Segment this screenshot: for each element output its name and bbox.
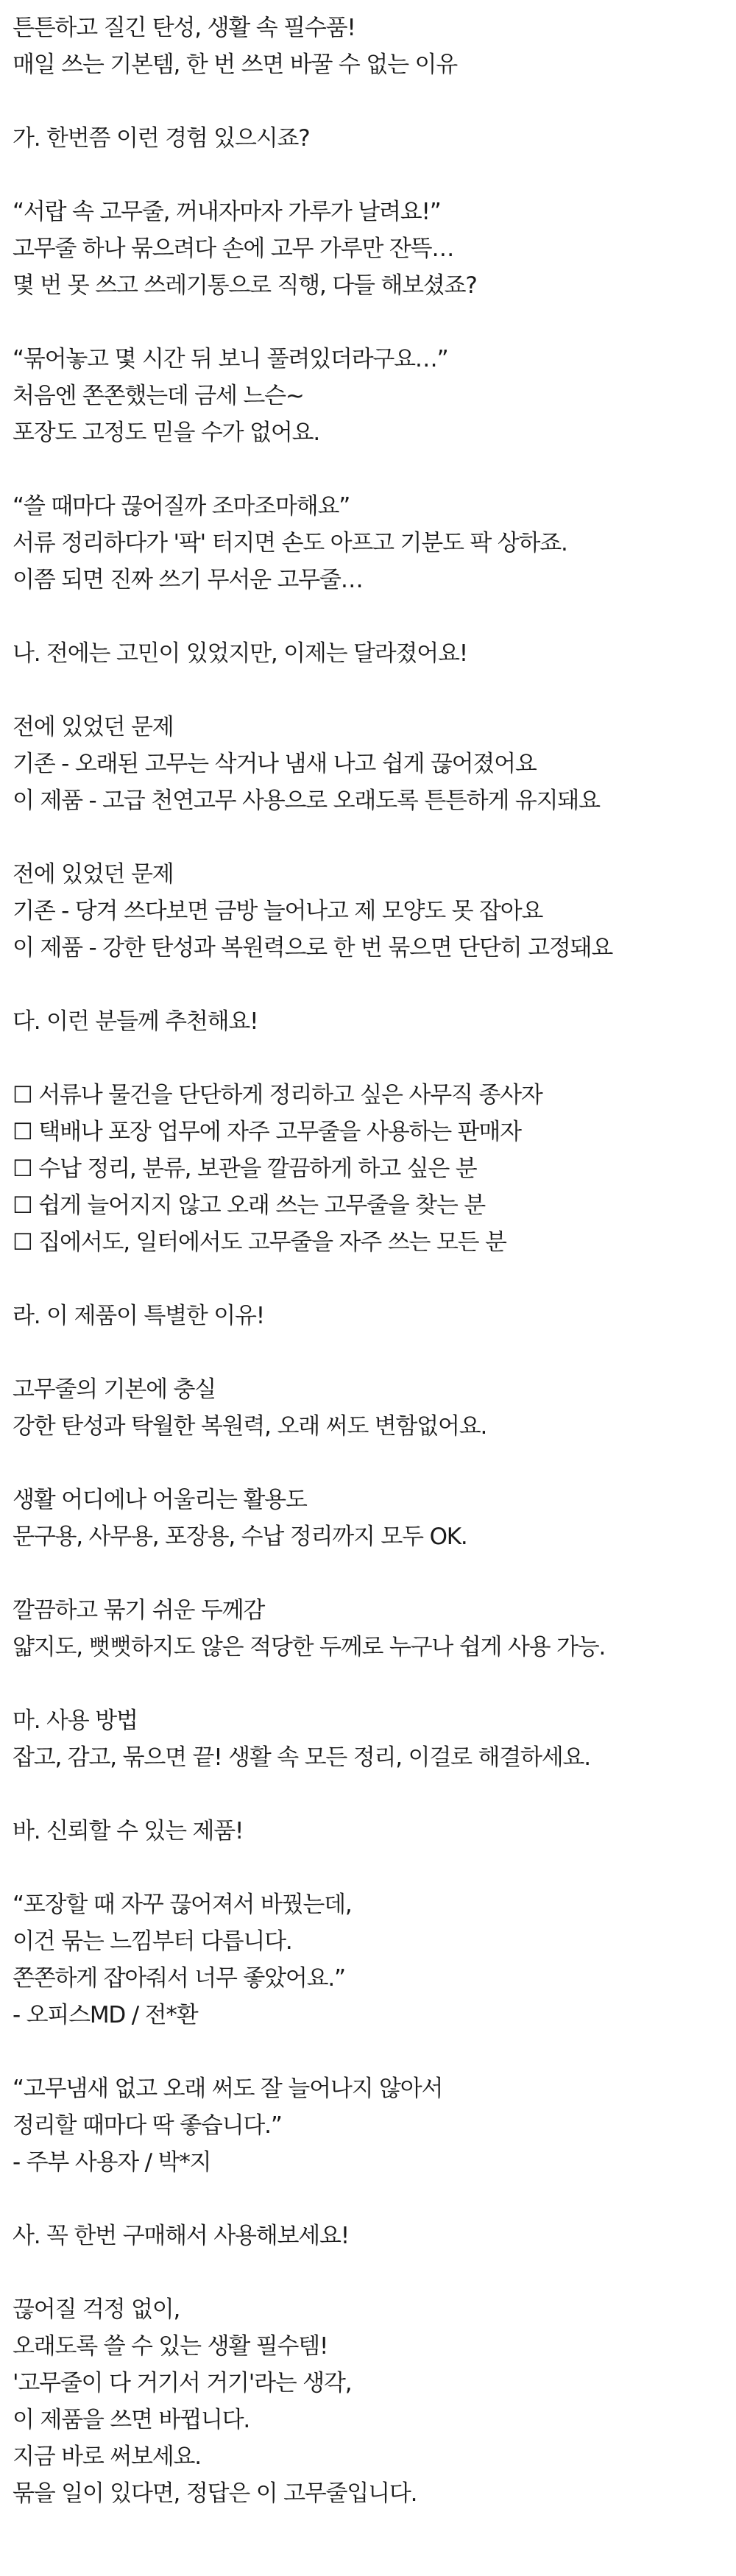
text-line: ☐ 집에서도, 일터에서도 고무줄을 자주 쓰는 모든 분 — [13, 1229, 506, 1256]
text-line: 전에 있었던 문제 — [13, 861, 174, 888]
blank-line — [13, 1334, 736, 1371]
blank-line — [13, 819, 736, 856]
text-line: 이건 묶는 느낌부터 다릅니다. — [13, 1928, 292, 1955]
text-line: 가. 한번쯤 이런 경험 있으시죠? — [13, 125, 310, 152]
blank-line — [13, 1261, 736, 1298]
text-line: 강한 탄성과 탁월한 복원력, 오래 써도 변함없어요. — [13, 1413, 487, 1440]
text-line: 끊어질 걱정 없이, — [13, 2296, 180, 2323]
text-line: 얇지도, 뻣뻣하지도 않은 적당한 두께로 누구나 쉽게 사용 가능. — [13, 1634, 606, 1660]
text-line: ☐ 택배나 포장 업무에 자주 고무줄을 사용하는 판매자 — [13, 1119, 521, 1145]
text-line: 기존 - 오래된 고무는 삭거나 냄새 나고 쉽게 끊어졌어요 — [13, 751, 537, 777]
text-line: - 오피스MD / 전*환 — [13, 2002, 198, 2028]
blank-line — [13, 1666, 736, 1702]
blank-line — [13, 598, 736, 635]
blank-line — [13, 966, 736, 1003]
text-line: 고무줄 하나 묶으려다 손에 고무 가루만 잔뜩… — [13, 236, 454, 262]
text-line: ☐ 수납 정리, 분류, 보관을 깔끔하게 하고 싶은 분 — [13, 1156, 477, 1182]
blank-line — [13, 157, 736, 194]
text-line: “묶어놓고 몇 시간 뒤 보니 풀려있더라구요…” — [13, 346, 448, 372]
text-line: 깔끔하고 묶기 쉬운 두께감 — [13, 1597, 265, 1624]
text-line: 다. 이런 분들께 추천해요! — [13, 1008, 258, 1035]
blank-line — [13, 451, 736, 488]
text-line: 이쯤 되면 진짜 쓰기 무서운 고무줄… — [13, 567, 363, 593]
blank-line — [13, 83, 736, 120]
text-line: 이 제품을 쓰면 바뀝니다. — [13, 2407, 250, 2433]
blank-line — [13, 2181, 736, 2218]
text-line: 기존 - 당겨 쓰다보면 금방 늘어나고 제 모양도 못 잡아요 — [13, 898, 543, 924]
blank-line — [13, 2034, 736, 2070]
text-line: “쓸 때마다 끊어질까 조마조마해요” — [13, 493, 350, 520]
text-line: 고무줄의 기본에 충실 — [13, 1376, 216, 1403]
blank-line — [13, 1850, 736, 1886]
blank-line — [13, 304, 736, 341]
text-line: 사. 꼭 한번 구매해서 사용해보세요! — [13, 2223, 349, 2249]
text-line: '고무줄이 다 거기서 거기'라는 생각, — [13, 2370, 352, 2396]
text-line: 쫀쫀하게 잡아줘서 너무 좋았어요.” — [13, 1965, 345, 1992]
text-line: 전에 있었던 문제 — [13, 714, 174, 740]
text-line: “서랍 속 고무줄, 꺼내자마자 가루가 날려요!” — [13, 199, 441, 225]
text-line: 생활 어디에나 어울리는 활용도 — [13, 1487, 307, 1513]
blank-line — [13, 1555, 736, 1592]
text-line: 정리할 때마다 딱 좋습니다.” — [13, 2112, 282, 2139]
text-line: 처음엔 쫀쫀했는데 금세 느슨~ — [13, 383, 304, 409]
text-line: 이 제품 - 고급 천연고무 사용으로 오래도록 튼튼하게 유지돼요 — [13, 788, 600, 814]
blank-line — [13, 1776, 736, 1813]
blank-line — [13, 1040, 736, 1077]
blank-line — [13, 1445, 736, 1482]
blank-line — [13, 672, 736, 709]
text-line: - 주부 사용자 / 박*지 — [13, 2149, 211, 2176]
text-line: 잡고, 감고, 묶으면 끝! 생활 속 모든 정리, 이걸로 해결하세요. — [13, 1744, 590, 1771]
text-line: 이 제품 - 강한 탄성과 복원력으로 한 번 묶으면 단단히 고정돼요 — [13, 935, 613, 961]
text-line: “고무냄새 없고 오래 써도 잘 늘어나지 않아서 — [13, 2076, 443, 2102]
text-line: 몇 번 못 쓰고 쓰레기통으로 직행, 다들 해보셨죠? — [13, 272, 477, 299]
text-line: 문구용, 사무용, 포장용, 수납 정리까지 모두 OK. — [13, 1524, 467, 1550]
text-line: 마. 사용 방법 — [13, 1708, 138, 1734]
text-line: 서류 정리하다가 '팍' 터지면 손도 아프고 기분도 팍 상하죠. — [13, 530, 567, 556]
text-line: 지금 바로 써보세요. — [13, 2444, 201, 2470]
text-line: 묶을 일이 있다면, 정답은 이 고무줄입니다. — [13, 2480, 417, 2507]
blank-line — [13, 2254, 736, 2291]
text-line: ☐ 쉽게 늘어지지 않고 오래 쓰는 고무줄을 찾는 분 — [13, 1192, 485, 1219]
text-line: ☐ 서류나 물건을 단단하게 정리하고 싶은 사무직 종사자 — [13, 1082, 542, 1108]
text-line: 라. 이 제품이 특별한 이유! — [13, 1303, 264, 1329]
text-line: 나. 전에는 고민이 있었지만, 이제는 달라졌어요! — [13, 640, 467, 667]
text-line: 오래도록 쓸 수 있는 생활 필수템! — [13, 2333, 328, 2360]
text-line: 매일 쓰는 기본템, 한 번 쓰면 바꿀 수 없는 이유 — [13, 52, 457, 78]
text-line: “포장할 때 자꾸 끊어져서 바꿨는데, — [13, 1892, 352, 1918]
text-line: 튼튼하고 질긴 탄성, 생활 속 필수품! — [13, 15, 355, 41]
text-line: 포장도 고정도 믿을 수가 없어요. — [13, 420, 319, 446]
text-line: 바. 신뢰할 수 있는 제품! — [13, 1818, 244, 1844]
